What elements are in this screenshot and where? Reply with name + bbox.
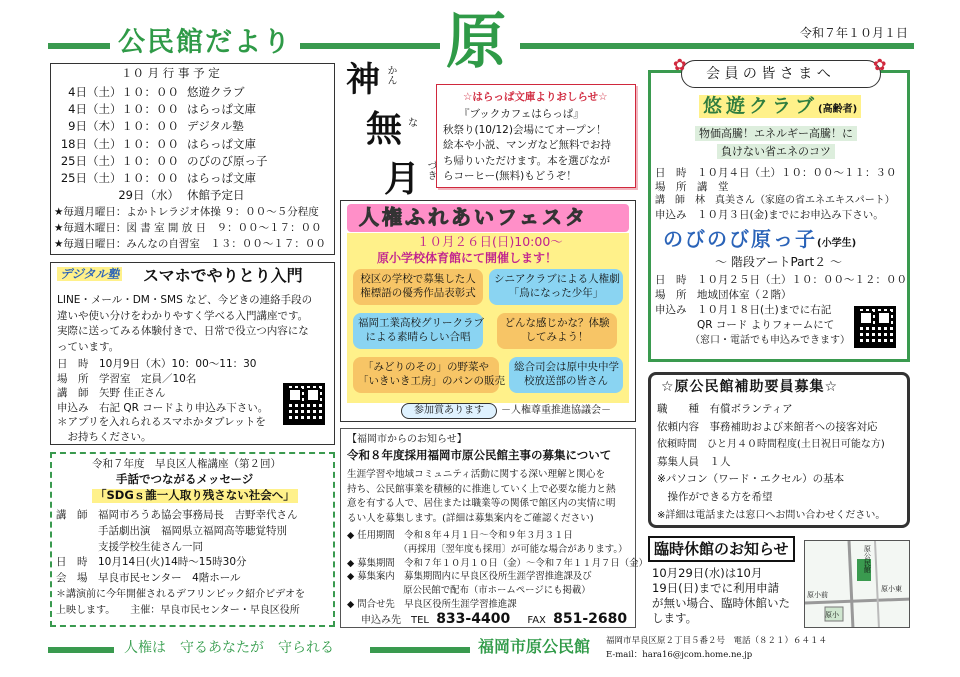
harappa-box <box>436 84 636 188</box>
schedule-item: 18日（土）１０：００ はらっぱ文庫 <box>60 136 256 151</box>
ribbon-icon: ✿ <box>673 55 687 74</box>
harappa-line: 『ブックカフェはらっぱ』 <box>459 108 584 120</box>
jinken-theme: 「SDGｓ誰一人取り残さない社会へ」 <box>92 489 298 503</box>
jinken-title: 令和７年度 早良区人権講座（第２回） <box>92 458 281 470</box>
header-title: 公民館だより <box>118 27 292 58</box>
recruit-body-line: 生涯学習や地域コミュニティ活動に関する深い理解と関心を <box>347 469 606 480</box>
recruit-label: 【福岡市からのお知らせ】 <box>347 434 467 445</box>
digital-body <box>57 293 312 355</box>
weekly-item: ★毎週月曜日：よかトレラジオ体操 ９：００～５分程度 <box>54 206 319 218</box>
festa-title: 人権ふれあいフェスタ <box>347 204 629 232</box>
recruit-item: ◆ 募集案内 募集期間内に早良区役所生涯学習推進課及び <box>347 571 592 583</box>
nobinobi-line: 日 時 １０月２５日（土）１０：００～１２：００ <box>655 274 907 286</box>
footer-slogan: 人権は 守るあなたが 守られる <box>124 640 334 656</box>
nobinobi-title: のびのび原っ子(小学生) <box>663 227 857 251</box>
nobinobi-line: 申込み １０月１８日(土)までに右記 <box>655 304 832 316</box>
kannazuki-kanji-1: 神 <box>346 60 380 100</box>
recruit-box <box>340 428 648 628</box>
festa-cell: 総合司会は原中央中学 校放送部の皆さん <box>509 357 623 393</box>
kannazuki-ruby-2: な <box>408 118 418 129</box>
schedule-item: 4日（土）１０：００ 悠遊クラブ <box>68 85 245 99</box>
closure-body <box>652 566 790 626</box>
jinken-line: 講 師 福岡市ろうあ協会事務局長 吉野幸代さん <box>56 509 298 521</box>
recruit-item: ◆ 任用期間 令和８年４月１日～令和９年３月３１日 <box>347 530 573 541</box>
schedule-item: 25日（土）１０：００ のびのび原っ子 <box>60 153 268 168</box>
digital-body-line: 実際に送ってみる体験付きで、日常で役立つ内容にな <box>57 325 309 337</box>
recruit-items <box>347 529 648 612</box>
festa-cell: 「みどりのその」の野菜や 「いきいき工房」のパンの販売 <box>353 357 499 393</box>
digital-box <box>50 262 335 445</box>
nobinobi-sub: ～ 階段アートPart２ ～ <box>715 255 842 269</box>
footer-bar-left <box>48 647 114 653</box>
footer-name: 福岡市原公民館 <box>478 637 591 656</box>
footer-email[interactable]: E-mail：hara16@jcom.home.ne.jp <box>606 650 753 660</box>
recruit-body-line: るい人を募集します。(詳細は募集案内をご確認ください) <box>347 512 594 524</box>
recruit-item: （再採用〔翌年度も採用〕が可能な場合があります。） <box>347 543 628 555</box>
yuyu-tag-2: 負けない省エネのコツ <box>717 144 835 159</box>
festa-cell: 福岡工業高校グリークラブ による素晴らしい合唱 <box>353 313 483 349</box>
recruit-contact: 申込み先 TEL 833-4400 FAX 851-2680 <box>361 611 628 627</box>
weekly-item: ★毎週木曜日：図 書 室 開 放 日 ９：００～１７：００ <box>54 222 322 234</box>
header-bar-middle <box>300 43 440 49</box>
festa-host: －人権尊重推進協議会－ <box>501 405 611 416</box>
digital-detail-line: 申込み 右記 QR コードより申込み下さい。 <box>57 401 269 414</box>
kannazuki-kanji-3: 月 <box>384 158 421 200</box>
closure-box <box>648 536 798 632</box>
jinken-sub: 手話でつながるメッセージ <box>116 472 254 486</box>
harappa-line: 秋祭り(10/12)会場にてオープン！ <box>443 123 607 136</box>
jinken-line: ＊講演前に今年開催されるデフリンピック紹介ビデオを <box>56 588 305 600</box>
digital-body-line: LINE・メール・DM・SMS など、今どきの連絡手段の <box>57 294 313 306</box>
closure-line: が無い場合、臨時休館いた <box>652 596 790 610</box>
digital-body-line: 違いや使い分けをわかりやすく学べる入門講座です。 <box>57 309 309 322</box>
helper-line: ※詳細は電話または窓口へお問い合わせください。 <box>657 509 886 521</box>
yuyu-details <box>655 166 897 222</box>
closure-line: します。 <box>652 611 698 625</box>
recruit-item: ◆ 問合せ先 早良区役所生涯学習推進課 <box>347 598 517 610</box>
recruit-body-line: 意を有する人で、居住または職業等の関係で館区内の実情に明 <box>347 498 616 509</box>
weekly-item: ★毎週日曜日：みんなの自習室 １３：００～１７：００ <box>54 238 326 250</box>
festa-date: １０月２６日(日)10:00～ <box>417 234 563 249</box>
yuyu-line: 申込み １０月３日(金)までにお申込み下さい。 <box>655 209 884 221</box>
helper-line: 操作ができる方を希望 <box>657 490 773 503</box>
kannazuki-ruby-1: かん <box>385 65 396 85</box>
digital-detail-line: 場 所 学習室 定員／10名 <box>57 372 197 385</box>
header-bar-right <box>520 43 914 49</box>
festa-info <box>347 233 629 403</box>
jinken-line: 会 場 早良市民センター 4階ホール <box>56 572 241 585</box>
recruit-title: 令和８年度採用福岡市原公民館主事の募集について <box>347 448 612 462</box>
recruit-tel[interactable]: 833-4400 <box>436 611 511 627</box>
digital-detail-line: 講 師 矢野 佳正さん <box>57 387 166 399</box>
festa-box <box>340 200 636 422</box>
schedule-item: 29日（水） 休館予定日 <box>118 188 245 203</box>
helper-line: ※パソコン（ワード・エクセル）の基本 <box>657 473 845 486</box>
recruit-item: ◆ 募集期間 令和７年１０月１０日（金）～令和７年１１月７日（金） <box>347 557 648 569</box>
digital-badge: デジタル塾 <box>57 267 122 281</box>
map-label: 原小前 <box>807 591 828 599</box>
jinken-line: 上映します。 主催：早良市民センター・早良区役所 <box>56 604 300 616</box>
jinken-line: 手話劇出演 福岡県立福岡高等聴覚特別 <box>56 524 287 537</box>
digital-body-line: っています。 <box>57 340 120 353</box>
harappa-line: 絵本や小説、マンガなど無料でお持 <box>443 139 611 151</box>
access-map <box>804 540 910 628</box>
yuyu-tag-1: 物価高騰！エネルギー高騰！に <box>695 126 857 141</box>
schedule-item: 25日（土）１０：００ はらっぱ文庫 <box>60 171 256 186</box>
nobinobi-line: 場 所 地域団体室（２階） <box>655 289 792 301</box>
kannazuki-kanji-2: 無 <box>366 108 403 150</box>
recruit-body-line: 持ち、公民館事業を積極的に推進していく上で必要な能力と熱 <box>347 483 616 495</box>
nobinobi-line: （窓口・電話でも申込みできます） <box>655 335 850 346</box>
festa-cell: シニアクラブによる人権劇 「鳥になった少年」 <box>489 269 623 305</box>
yuyu-line: 場 所 講 堂 <box>655 181 729 193</box>
schedule-box <box>50 63 335 255</box>
digital-title: スマホでやりとり入門 <box>143 266 303 285</box>
closure-line: 19日(日)までに利用申請 <box>652 581 780 595</box>
map-label: 原小東 <box>881 585 902 593</box>
helper-line: 依頼内容 事務補助および来館者への接客対応 <box>657 420 878 433</box>
jinken-box <box>50 452 335 627</box>
recruit-body <box>347 468 616 526</box>
jinken-line: 支援学校生徒さん一同 <box>56 540 203 553</box>
schedule-list <box>59 84 268 204</box>
festa-cell: どんな感じかな？体験 してみよう！ <box>497 313 617 349</box>
recruit-item: 原公民館で配布（市ホームページにも掲載） <box>347 585 591 597</box>
harappa-body <box>443 107 611 185</box>
festa-place: 原小学校体育館にて開催します！ <box>377 251 558 265</box>
closure-title: 臨時休館のお知らせ <box>648 536 795 562</box>
harappa-line: ち帰りいただけます。本を選びなが <box>443 154 611 167</box>
helper-details <box>657 401 885 524</box>
schedule-item: 4日（土）１０：００ はらっぱ文庫 <box>68 102 256 117</box>
helper-line: 募集人員 １人 <box>657 455 731 468</box>
footer-bar-mid <box>370 647 470 653</box>
harappa-line: らコーヒー(無料)もどうぞ！ <box>443 170 577 182</box>
recruit-fax: 851-2680 <box>553 611 628 627</box>
closure-line: 10月29日(水)は10月 <box>652 566 763 580</box>
jinken-line: 日 時 10月14日(火)14時～15時30分 <box>56 556 247 569</box>
schedule-item: 9日（木）１０：００ デジタル塾 <box>68 119 244 134</box>
issue-date: 令和７年１０月１日 <box>800 26 909 40</box>
digital-detail-line: ＊アプリを入れられるスマホかタブレットを <box>57 416 266 428</box>
weekly-list <box>54 204 326 252</box>
schedule-title: １０ 月 行 事 予 定 <box>121 66 220 80</box>
harappa-title: ☆はらっぱ文庫よりおしらせ☆ <box>463 91 608 103</box>
members-box <box>648 55 910 362</box>
map-label: 原公民館 <box>863 545 872 573</box>
festa-cell: 校区の学校で募集した人 権標語の優秀作品表彰式 <box>353 269 483 305</box>
footer-address: 福岡市早良区原２丁目５番２号 電話（８２１）６４１４ <box>606 636 828 646</box>
header-hara: 原 <box>446 7 506 77</box>
map-label: 原小 <box>825 611 839 619</box>
nobinobi-qr-code[interactable] <box>854 306 896 348</box>
helper-title: ☆原公民館補助要員募集☆ <box>661 379 839 395</box>
helper-line: 職 種 有償ボランティア <box>657 403 793 415</box>
digital-details <box>57 357 268 444</box>
nobinobi-line: QR コード よりフォームにて <box>655 319 835 331</box>
jinken-details <box>56 508 305 619</box>
header-bar-left <box>48 43 110 49</box>
members-header: 会 員 の 皆 さ ま へ <box>681 60 881 88</box>
ribbon-icon: ✿ <box>873 55 887 74</box>
helper-box <box>648 372 910 528</box>
helper-line: 依頼時間 ひと月４０時間程度(土日祝日可能な方) <box>657 439 885 451</box>
digital-qr-code[interactable] <box>283 383 325 425</box>
kannazuki-ruby-3: づき <box>425 160 436 180</box>
digital-detail-line: 日 時 10月9日（木）10：00～11：30 <box>57 358 257 370</box>
festa-gift: 参加賞あります <box>401 403 497 419</box>
yuyu-line: 講 師 林 真美さん（家庭の省エネエキスパート） <box>655 195 895 206</box>
yuyu-line: 日 時 １０月４日（土）１０：００～１１：３０ <box>655 167 897 179</box>
yuyu-title: 悠遊クラブ(高齢者) <box>699 95 861 118</box>
digital-detail-line: お持ちください。 <box>57 430 152 443</box>
